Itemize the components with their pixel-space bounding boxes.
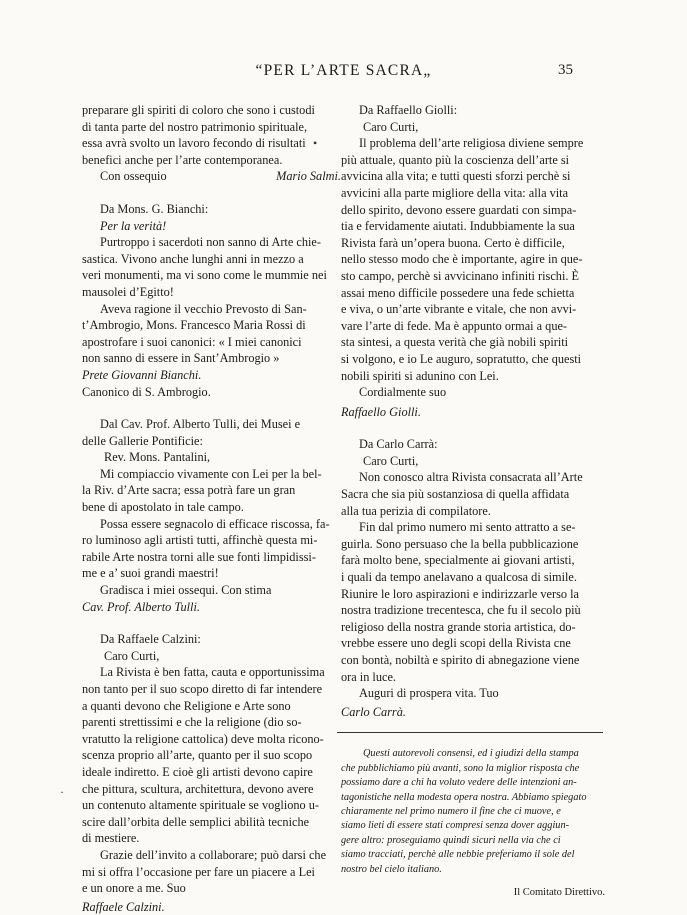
salutation: Caro Curti, — [363, 453, 419, 468]
letter-text-line: sastica. Vivono anche lunghi anni in mezzo a — [82, 251, 304, 266]
letter-text-line: veri monumenti, ma vi sono come le mummie nei — [82, 268, 327, 283]
salutation: Rev. Mons. Pantalini, — [104, 450, 211, 465]
note-line: possiamo dare a chi ha voluto vedere delle intenzioni an- — [341, 777, 577, 789]
sender-heading: delle Gallerie Pontificie: — [82, 433, 203, 448]
letter-text-line: con bontà, nobiltà e spirito di abnegazione viene — [341, 653, 580, 667]
letter-text-line: nello stesso modo che è importante, agire in que- — [341, 252, 583, 267]
letter-text-line: Aveva ragione il vecchio Prevosto di San- — [100, 301, 307, 316]
letter-text-line: scenza proprio all’arte, quanto per il suo scopo — [82, 748, 313, 763]
letter-text-line: sto campo, perchè si avvicinano infiniti rischi. È — [341, 268, 580, 283]
letter-text-line: me e a’ suoi grandi maestri! — [82, 566, 219, 581]
letter-tulli — [82, 416, 345, 615]
note-line: gere altro: proseguiamo quindi sicuri nella via che ci — [341, 834, 561, 846]
letter-text-line: avvicina alla vita; e tutti questi sforzi perchè si — [341, 169, 571, 184]
letter-calzini — [82, 631, 345, 915]
letter-text-line: la Riv. d’Arte sacra; essa potrà fare un gran — [82, 483, 296, 498]
letter-text-line: ora in luce. — [341, 669, 396, 684]
letter-text-line: alla tua perizia di compilatore. — [341, 503, 491, 518]
left-column — [82, 102, 345, 915]
letter-text-line: Mi compiaccio vivamente con Lei per la bel- — [100, 466, 322, 481]
letter-text-line: t’Ambrogio, Mons. Francesco Maria Rossi di — [82, 318, 306, 333]
closing-row — [82, 168, 345, 185]
letter-text-line: sta sintesi, a questa verità che già nobili spiriti — [341, 335, 569, 350]
signature: Cav. Prof. Alberto Tulli. — [82, 599, 200, 614]
letter-text-line: rabile Arte nostra torni alle sue fonti limpidissi- — [82, 549, 316, 564]
letter-text-line: apostrofare i suoi canonici: « I miei canonici — [82, 334, 302, 349]
committee-signature: Il Comitato Direttivo. — [513, 887, 605, 899]
letter-text-line: Rivista farà un’opera buona. Certo è difficile, — [341, 235, 565, 250]
letter-text-line: guirla. Sono persuaso che la bella pubblicazione — [341, 536, 579, 551]
signature: Prete Giovanni Bianchi. — [82, 367, 202, 382]
letter-text-line: assai meno difficile possedere una fede schietta — [341, 285, 575, 300]
letter-text-line: e un onore a me. Suo — [82, 881, 186, 896]
letter-text-line: essa avrà svolto un lavoro fecondo di risultati — [82, 136, 306, 151]
closing-text: Gradisca i miei ossequi. Con stima — [100, 583, 272, 598]
letter-text-line: mausolei d’Egitto! — [82, 284, 174, 299]
letter-text-line: religioso della nostra grande storia artistica, do- — [341, 619, 576, 634]
letter-text-line: non tanto per il suo scopo diretto di far intendere — [82, 682, 323, 696]
letter-text-line: Il problema dell’arte religiosa diviene sempre — [359, 136, 584, 151]
letter-salmi — [82, 102, 345, 185]
letter-text-line: Riunire le loro aspirazioni e indirizzarle verso la — [341, 586, 579, 601]
sender-heading: Da Raffaello Giolli: — [359, 103, 458, 117]
salutation: Caro Curti, — [104, 648, 160, 663]
letter-text-line: che pittura, scultura, architettura, devono avere — [82, 781, 314, 796]
letter-text-line: nostra tradizione trecentesca, che fu il secolo più — [341, 603, 581, 618]
letter-text-line: si volgono, e io Le auguro, sopratutto, che questi — [341, 351, 582, 366]
letter-text-line: farà molto bene, specialmente ai giovani artisti, — [341, 553, 575, 568]
page-number: 35 — [558, 62, 573, 78]
letter-text-line: Sacra che sia più sostanziosa di quella affidata — [341, 487, 570, 502]
letter-text-line: Fin dal primo numero mi sento attratto a se- — [359, 520, 576, 535]
letter-text-line: più attuale, quanto più la coscienza dell’arte si — [341, 152, 570, 167]
letter-text-line: vare l’arte di fede. Ma è appunto ormai a que- — [341, 318, 568, 333]
note-line: che pubblichiamo più avanti, sono la miglior risposta che — [341, 762, 580, 774]
note-line: chiaramente nel primo numero il fine che ci muove, e — [341, 806, 561, 817]
letter-text-line: vrebbe essere uno degli scopi della Rivista cne — [341, 636, 571, 651]
margin-dot-mark: · — [60, 785, 64, 799]
letter-text-line: mi si offra l’occasione per fare un piacere a Lei — [82, 864, 315, 879]
sender-heading: Da Mons. G. Bianchi: — [100, 201, 209, 216]
letter-text-line: un contenuto altamente spirituale se vogliono u- — [82, 798, 319, 813]
letter-text-line: dello spirito, devono essere guardati con simpa- — [341, 202, 577, 217]
letter-text-line: scire dall’orbita delle semplici abilità tecniche — [82, 814, 310, 829]
signature: Carlo Carrà. — [341, 704, 406, 719]
editorial-note — [341, 747, 609, 877]
note-line: siamo tracciati, perchè alle nebbie preferiamo il sole del — [341, 849, 575, 861]
letter-text-line: i quali da tempo anelavano a qualcosa di simile. — [341, 570, 577, 585]
letter-text-line: vratutto la religione cattolica) deve molta ricono- — [82, 731, 324, 746]
letter-text-line: tia e fervidamente aiutati. Indubbiamente la sua — [341, 219, 575, 234]
letter-text-line: Grazie dell’invito a collaborare; può darsi che — [100, 847, 327, 862]
letter-text-line: Purtroppo i sacerdoti non sanno di Arte chie- — [100, 235, 321, 250]
sender-heading: Dal Cav. Prof. Alberto Tulli, dei Musei e — [100, 417, 301, 432]
margin-dot-mark: • — [313, 136, 318, 150]
letter-text-line: nobili spiriti si adunino con Lei. — [341, 368, 499, 383]
letter-text-line: ideale indiretto. E cioè gli artisti devono capire — [82, 764, 313, 779]
letter-text-line: parenti strettissimi e che la religione (dio so- — [82, 715, 302, 730]
note-line: nostro bel cielo italiano. — [341, 863, 442, 875]
sender-heading: Da Carlo Carrà: — [359, 437, 438, 452]
signature: Mario Salmi. — [276, 169, 341, 184]
letter-text-line: Possa essere segnacolo di efficace riscossa, fa- — [100, 516, 330, 531]
signature: Raffaele Calzini. — [82, 899, 165, 914]
letter-text-line: e viva, o un’arte vibrante e vitale, che non avvi- — [341, 302, 577, 317]
letter-text-line: avvicini alla parte migliore della vita: alla vita — [341, 185, 569, 200]
right-column — [341, 102, 609, 902]
letter-text-line: ro luminoso agli artisti tutti, affinchè questa mi- — [82, 533, 318, 548]
salutation: Per la verità! — [100, 218, 167, 233]
letter-text-line: Non conosco altra Rivista consacrata all’Arte — [359, 470, 583, 485]
letter-carra — [341, 436, 609, 720]
sender-heading: Da Raffaele Calzini: — [100, 632, 201, 647]
letter-bianchi — [82, 201, 345, 400]
letter-text-line: non sanno di essere in Sant’Ambrogio » — [82, 351, 280, 366]
note-line: siamo lieti di essere stati compresi senza dover aggiun- — [341, 820, 570, 832]
running-title: “PER L’ARTE SACRA„ — [255, 62, 432, 79]
note-line: Questi autorevoli consensi, ed i giudizi della stampa — [363, 748, 579, 760]
note-line: tagonistiche nella modesta opera nostra. Abbiamo spiegato — [341, 791, 587, 803]
letter-text-line: di tanta parte del nostro patrimonio spirituale, — [82, 119, 308, 134]
closing-text: Auguri di prospera vita. Tuo — [359, 686, 499, 701]
letter-text-line: benefici anche per l’arte contemporanea. — [82, 152, 283, 167]
salutation: Caro Curti, — [363, 119, 419, 134]
letter-giolli — [341, 102, 609, 420]
closing-text: Cordialmente suo — [359, 385, 447, 400]
signature: Raffaello Giolli. — [341, 404, 421, 419]
letter-text-line: La Rivista è ben fatta, cauta e opportunissima — [100, 665, 325, 680]
letter-text-line: preparare gli spiriti di coloro che sono i custodi — [82, 103, 315, 117]
closing-text: Con ossequio — [100, 169, 167, 184]
signature-title: Canonico di S. Ambrogio. — [82, 384, 211, 399]
letter-text-line: bene di apostolato in tale campo. — [82, 500, 244, 515]
letter-text-line: di mestiere. — [82, 831, 140, 846]
letter-text-line: a quanti devono che Religione e Arte sono — [82, 698, 291, 713]
divider-rule — [337, 732, 603, 733]
